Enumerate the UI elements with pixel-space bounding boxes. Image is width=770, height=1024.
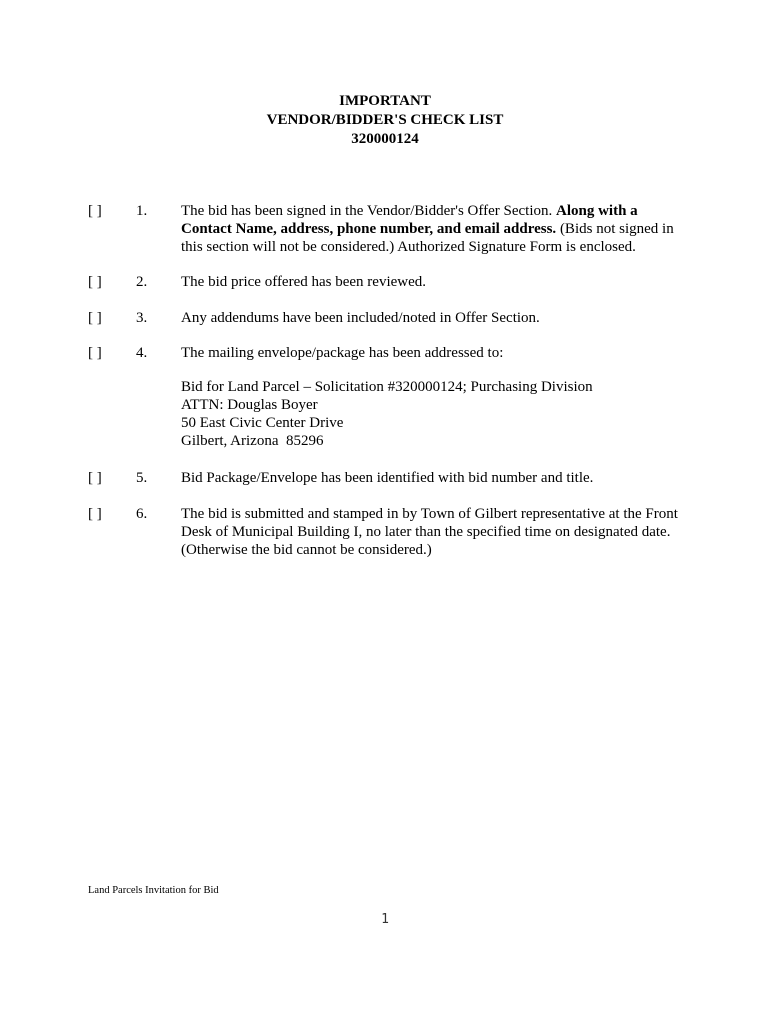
mailing-address bbox=[181, 378, 593, 450]
item-number: 2. bbox=[136, 274, 148, 290]
item-number: 4. bbox=[136, 345, 148, 361]
item-text: The mailing envelope/package has been addressed to: bbox=[181, 345, 504, 361]
item-number: 5. bbox=[136, 470, 148, 486]
header-important: IMPORTANT bbox=[339, 93, 431, 109]
item-text-part-a: The bid has been signed in the Vendor/Bidder's Offer Section. bbox=[181, 203, 553, 219]
checkbox-bracket[interactable]: [ ] bbox=[88, 203, 102, 219]
document-header bbox=[0, 92, 770, 149]
item-text: Bid Package/Envelope has been identified with bid number and title. bbox=[181, 470, 594, 486]
header-title: VENDOR/BIDDER'S CHECK LIST bbox=[266, 112, 504, 128]
header-solicitation-number: 320000124 bbox=[351, 131, 419, 147]
page-number: 1 bbox=[381, 912, 389, 927]
item-text-part-b: (Bids not signed in this section will not be considered.) Authorized Signature Form is enclosed. bbox=[181, 221, 674, 255]
item-text bbox=[181, 202, 681, 256]
item-text-bold: Along with a Contact Name, address, phone number, and email address. bbox=[181, 203, 638, 237]
item-text: Any addendums have been included/noted in Offer Section. bbox=[181, 310, 540, 326]
address-attn: ATTN: Douglas Boyer bbox=[181, 397, 318, 413]
address-street: 50 East Civic Center Drive bbox=[181, 415, 344, 431]
checkbox-bracket[interactable]: [ ] bbox=[88, 470, 102, 486]
address-city-state-zip: Gilbert, Arizona 85296 bbox=[181, 433, 324, 449]
item-number: 1. bbox=[136, 203, 148, 219]
checkbox-bracket[interactable]: [ ] bbox=[88, 274, 102, 290]
address-line-1: Bid for Land Parcel – Solicitation #320000124; Purchasing Division bbox=[181, 379, 593, 395]
checkbox-bracket[interactable]: [ ] bbox=[88, 506, 102, 522]
item-text: The bid price offered has been reviewed. bbox=[181, 274, 427, 290]
item-text: The bid is submitted and stamped in by Town of Gilbert representative at the Front Desk of Municipal Building I, no later than the specified time on designated date. (Otherwise the bid cannot be considered.) bbox=[181, 506, 678, 558]
footer-title: Land Parcels Invitation for Bid bbox=[88, 885, 219, 896]
item-number: 3. bbox=[136, 310, 148, 326]
checkbox-bracket[interactable]: [ ] bbox=[88, 310, 102, 326]
checkbox-bracket[interactable]: [ ] bbox=[88, 345, 102, 361]
item-number: 6. bbox=[136, 506, 148, 522]
